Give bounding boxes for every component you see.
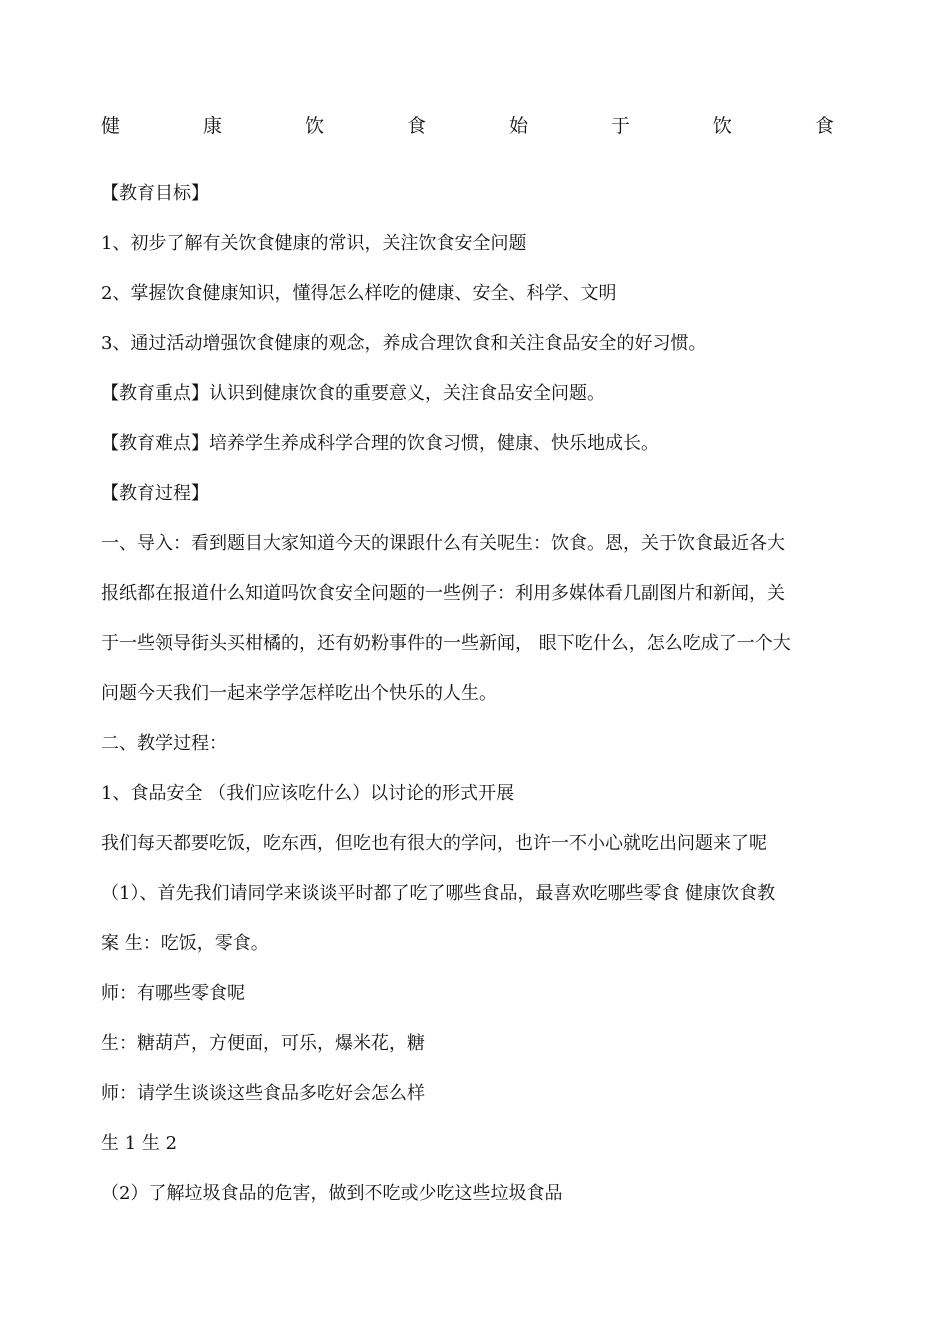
paragraph-line: （2）了解垃圾食品的危害，做到不吃或少吃这些垃圾食品 (101, 1183, 563, 1204)
section-heading-teaching: 二、教学过程： (101, 733, 227, 754)
subsection-heading: 1、食品安全 （我们应该吃什么）以讨论的形式开展 (101, 783, 515, 804)
document-title (101, 113, 834, 139)
goal-item: 2、掌握饮食健康知识，懂得怎么样吃的健康、安全、科学、文明 (101, 283, 617, 304)
key-point-paragraph: 【教育重点】认识到健康饮食的重要意义，关注食品安全问题。 (101, 383, 605, 404)
dialogue-line: 师：请学生谈谈这些食品多吃好会怎么样 (101, 1083, 425, 1104)
title-char: 食 (406, 115, 426, 137)
title-char: 始 (508, 115, 528, 137)
paragraph-line: 案 生：吃饭，零食。 (101, 933, 269, 954)
title-char: 健 (101, 115, 121, 137)
title-char: 食 (814, 115, 834, 137)
dialogue-line: 师：有哪些零食呢 (101, 983, 245, 1004)
title-char: 饮 (304, 115, 324, 137)
title-char: 康 (202, 115, 222, 137)
intro-paragraph-line: 一、导入：看到题目大家知道今天的课跟什么有关呢生：饮食。恩，关于饮食最近各大 (101, 533, 785, 554)
paragraph-line: （1）、首先我们请同学来谈谈平时都了吃了哪些食品，最喜欢吃哪些零食 健康饮食教 (101, 883, 776, 904)
section-heading-process: 【教育过程】 (101, 483, 209, 504)
dialogue-line: 生：糖葫芦，方便面，可乐，爆米花，糖 (101, 1033, 425, 1054)
title-char: 于 (610, 115, 630, 137)
difficulty-paragraph: 【教育难点】培养学生养成科学合理的饮食习惯，健康、快乐地成长。 (101, 433, 659, 454)
intro-paragraph-line: 报纸都在报道什么知道吗饮食安全问题的一些例子：利用多媒体看几副图片和新闻，关 (101, 583, 785, 604)
dialogue-line: 生 1 生 2 (101, 1133, 178, 1154)
goal-item: 3、通过活动增强饮食健康的观念，养成合理饮食和关注食品安全的好习惯。 (101, 333, 707, 354)
title-char: 饮 (712, 115, 732, 137)
section-heading-goals: 【教育目标】 (101, 183, 209, 204)
document-body (101, 181, 841, 1231)
intro-paragraph-line: 问题今天我们一起来学学怎样吃出个快乐的人生。 (101, 683, 497, 704)
intro-paragraph-line: 于一些领导街头买柑橘的，还有奶粉事件的一些新闻， 眼下吃什么，怎么吃成了一个大 (101, 633, 791, 654)
paragraph-line: 我们每天都要吃饭，吃东西，但吃也有很大的学问，也许一不小心就吃出问题来了呢 (101, 833, 767, 854)
goal-item: 1、初步了解有关饮食健康的常识，关注饮食安全问题 (101, 233, 527, 254)
